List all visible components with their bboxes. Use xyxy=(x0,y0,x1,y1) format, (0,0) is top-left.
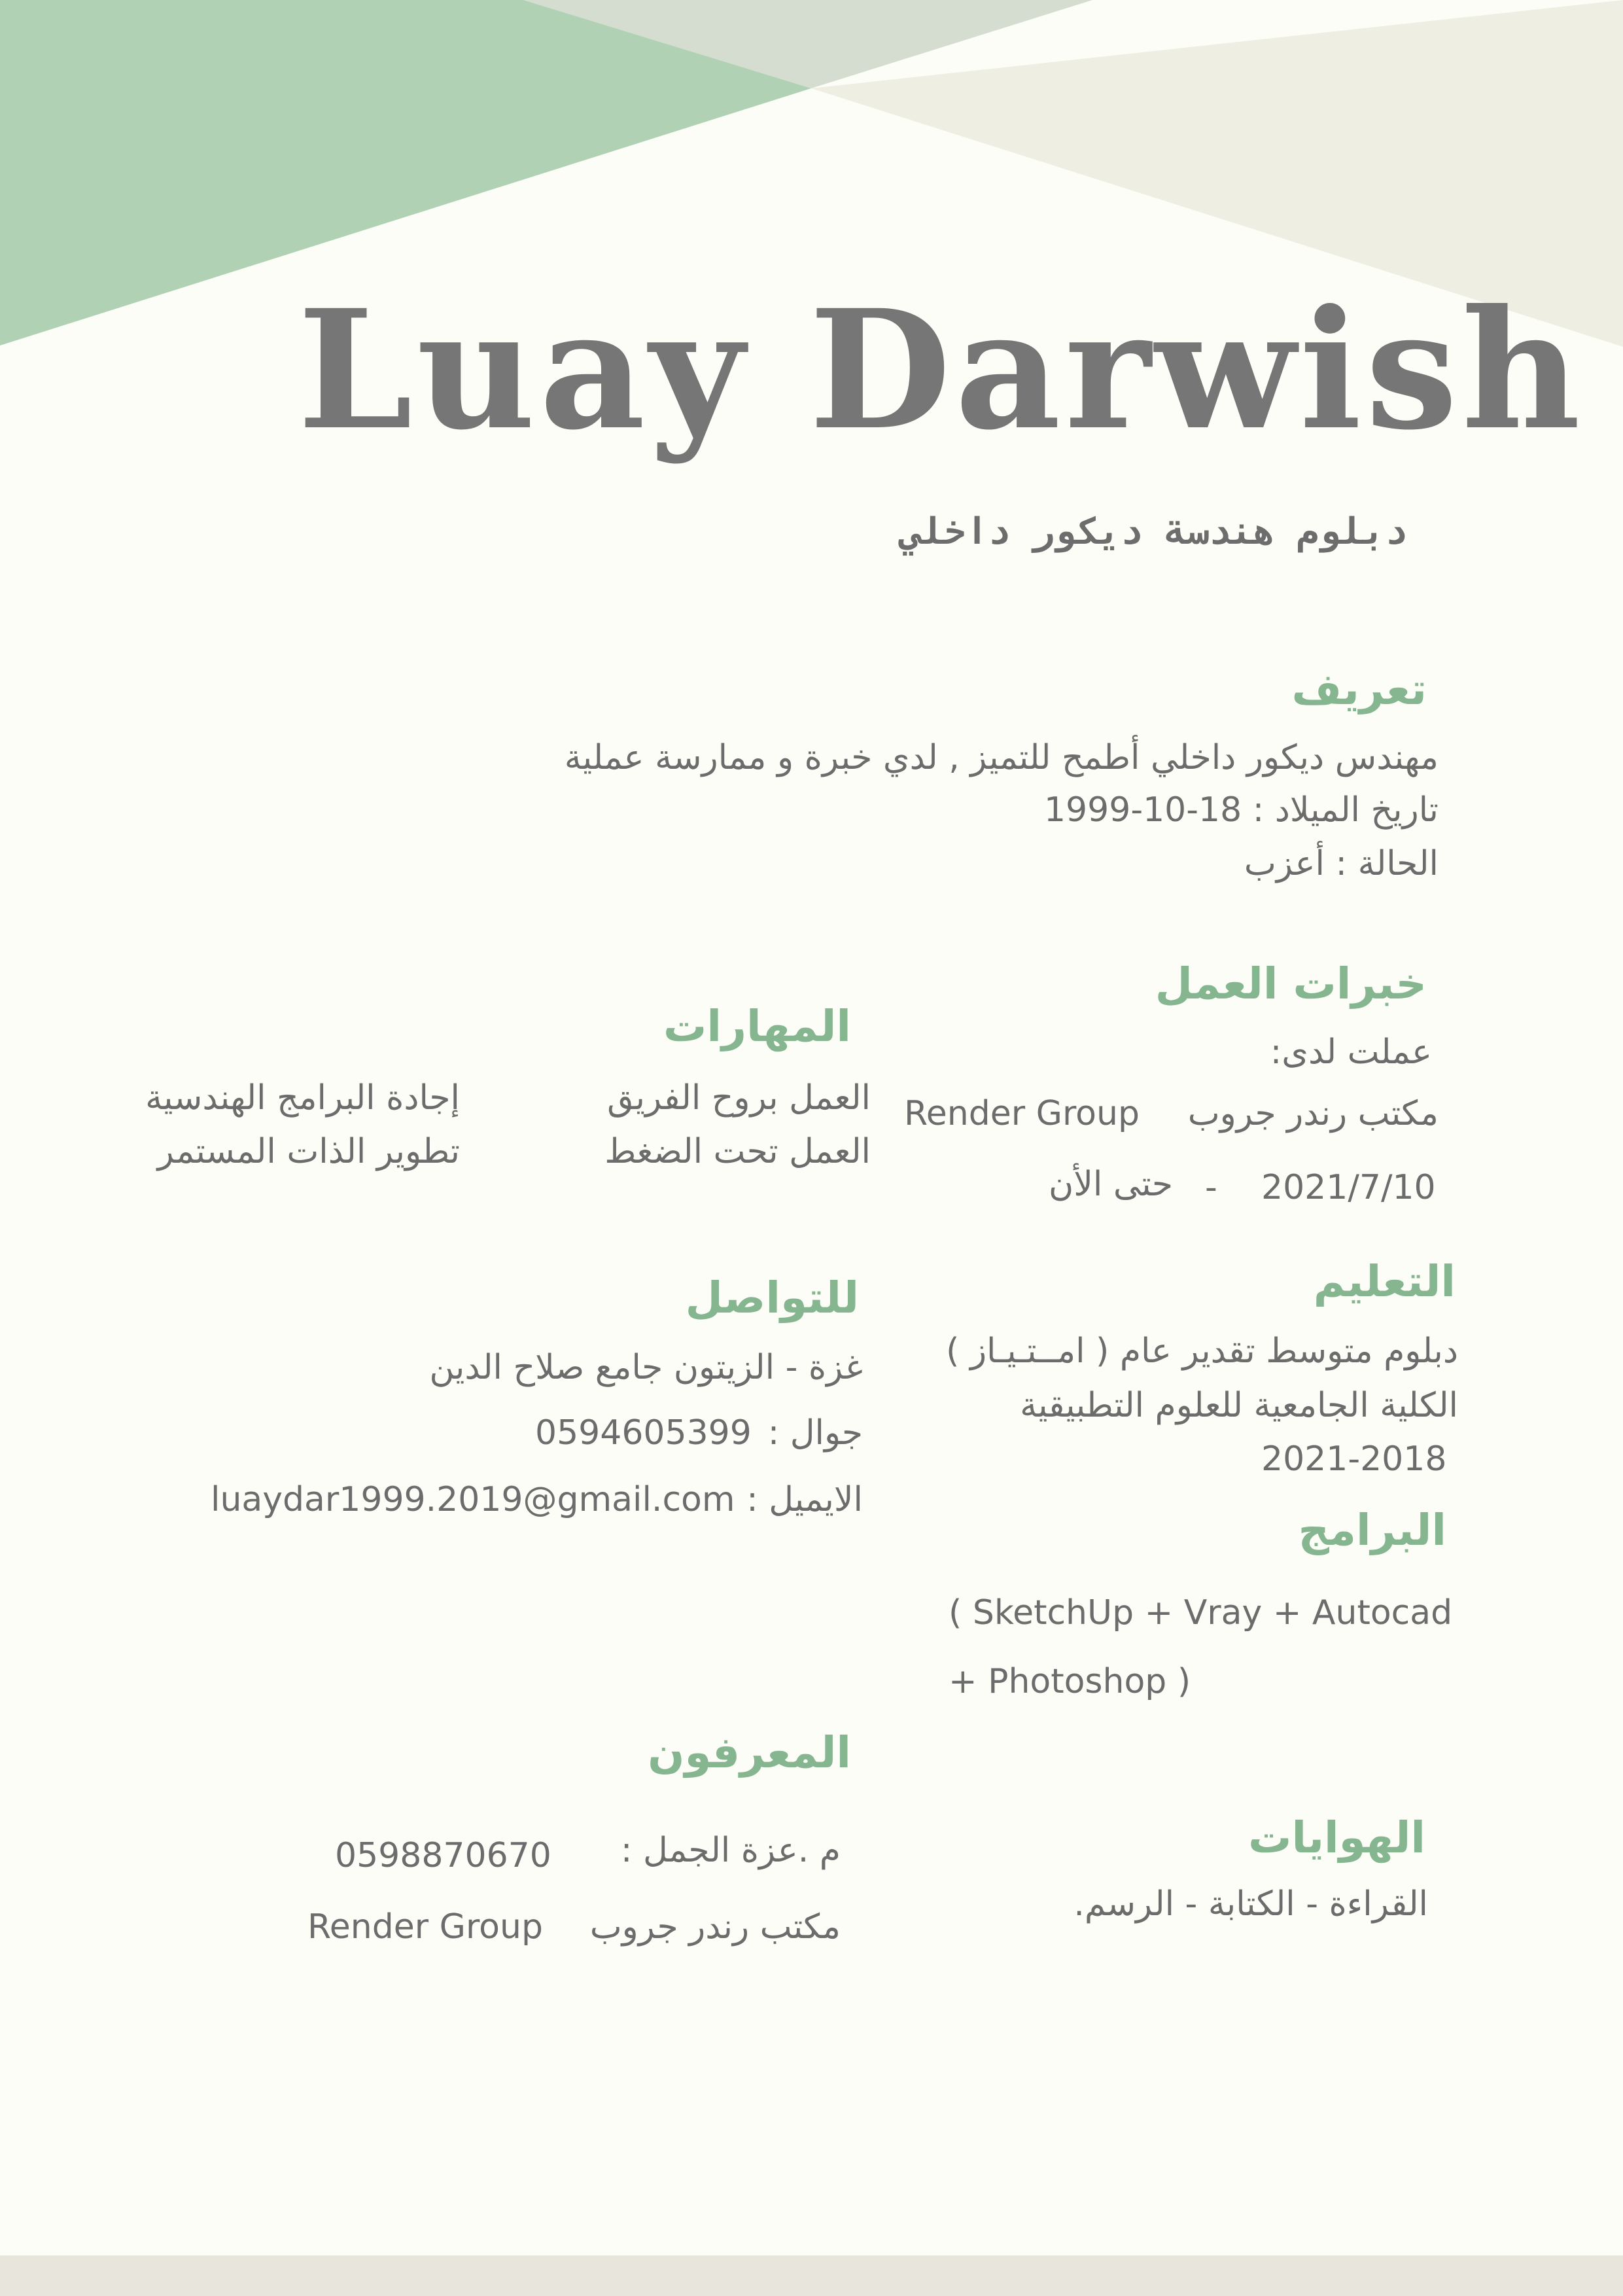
reference-company-en: Render Group xyxy=(307,1907,543,1947)
reference-person: م .عزة الجمل : xyxy=(620,1831,841,1870)
experience-heading: خبرات العمل xyxy=(1155,959,1427,1009)
education-years: 2021-2018 xyxy=(1261,1439,1447,1479)
experience-worked-at: عملت لدى: xyxy=(1270,1033,1432,1072)
about-line-birthdate: تاريخ الميلاد : 18-10-1999 xyxy=(1043,790,1439,830)
about-line-status: الحالة : أعزب xyxy=(1244,844,1439,883)
resume-name: Luay Darwish xyxy=(298,274,1585,466)
experience-company-ar: مكتب رندر جروب xyxy=(1187,1094,1439,1133)
hobbies-heading: الهوايات xyxy=(1248,1812,1425,1863)
software-line-2: + Photoshop ) xyxy=(949,1662,1191,1701)
experience-date-separator: - xyxy=(1205,1168,1217,1207)
contact-email[interactable]: luaydar1999.2019@gmail.com xyxy=(211,1480,735,1519)
reference-company-ar: مكتب رندر جروب xyxy=(589,1907,841,1947)
skills-heading: المهارات xyxy=(663,1001,851,1051)
reference-phone: 0598870670 xyxy=(335,1836,551,1875)
experience-company-en: Render Group xyxy=(904,1094,1140,1133)
education-college: الكلية الجامعية للعلوم التطبيقية xyxy=(1020,1386,1458,1425)
contact-phone-label: جوال : xyxy=(767,1413,863,1453)
resume-subtitle: دبلوم هندسة ديكور داخلي xyxy=(899,510,1407,553)
skill-engineering-software: إجادة البرامج الهندسية xyxy=(145,1078,460,1118)
software-line-1: ( SketchUp + Vray + Autocad xyxy=(949,1593,1453,1633)
experience-date-end: حتى الأن xyxy=(1049,1165,1173,1204)
education-heading: التعليم xyxy=(1313,1256,1456,1307)
skill-pressure: العمل تحت الضغط xyxy=(604,1132,871,1171)
contact-heading: للتواصل xyxy=(685,1273,859,1323)
contact-phone: 0594605399 xyxy=(535,1413,752,1453)
experience-date-start: 2021/7/10 xyxy=(1261,1168,1436,1207)
hobbies-text: القراءة - الكتابة - الرسم. xyxy=(1073,1884,1428,1924)
contact-email-label: الايميل : xyxy=(746,1480,863,1519)
skill-self-development: تطوير الذات المستمر xyxy=(157,1132,460,1171)
education-degree: دبلوم متوسط تقدير عام ( امــتـيـاز ) xyxy=(946,1332,1458,1371)
footer-band xyxy=(0,2255,1623,2296)
about-line-description: مهندس ديكور داخلي أطمح للتميز , لدي خبرة و ممارسة عملية xyxy=(564,738,1439,777)
contact-address: غزة - الزيتون جامع صلاح الدين xyxy=(429,1348,863,1387)
references-heading: المعرفون xyxy=(648,1727,851,1778)
software-heading: البرامج xyxy=(1298,1505,1446,1555)
about-heading: تعريف xyxy=(1291,664,1427,715)
skill-teamwork: العمل بروح الفريق xyxy=(607,1078,871,1118)
